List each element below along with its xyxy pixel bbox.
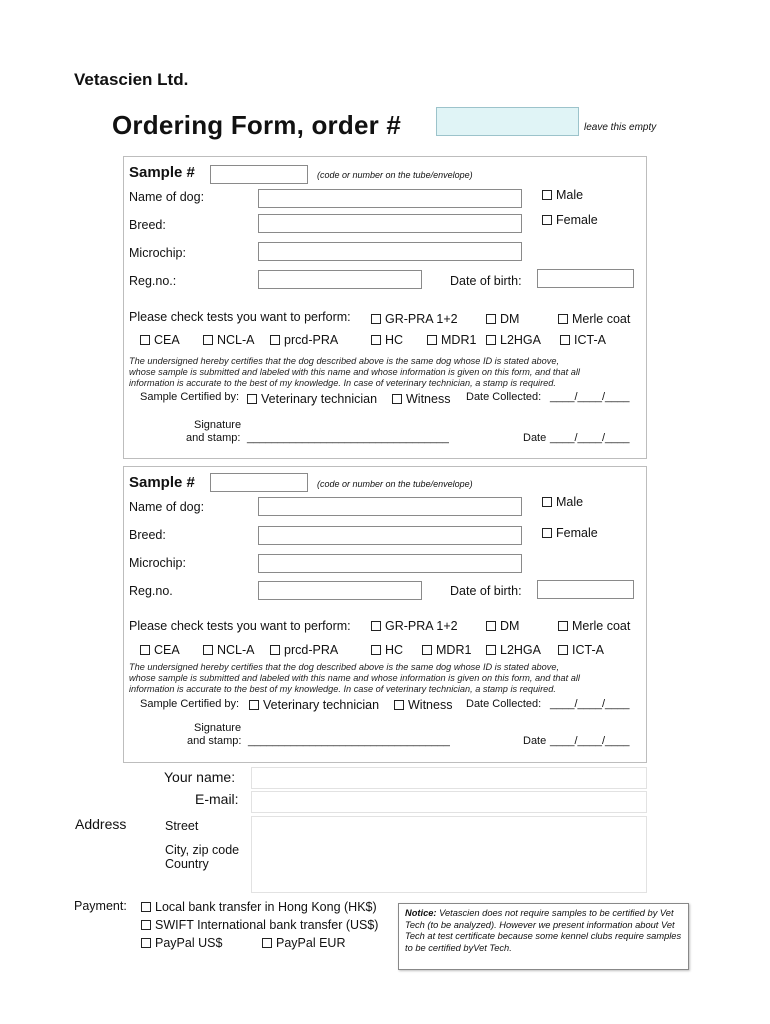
street-label: Street: [165, 819, 199, 833]
payment-swift-option[interactable]: SWIFT International bank transfer (US$): [141, 918, 378, 932]
checkbox[interactable]: [422, 645, 432, 655]
payment-label: Payment:: [74, 899, 127, 913]
checkbox[interactable]: [141, 920, 151, 930]
date-collected-blank[interactable]: ____/____/____: [550, 391, 630, 403]
male-checkbox[interactable]: [542, 497, 552, 507]
test-hc[interactable]: HC: [371, 333, 403, 347]
female-option[interactable]: [542, 213, 598, 227]
checkbox[interactable]: [141, 938, 151, 948]
checkbox[interactable]: [203, 645, 213, 655]
female-option[interactable]: [542, 526, 598, 540]
date-blank[interactable]: ____/____/____: [550, 432, 630, 444]
regno-input[interactable]: [258, 581, 422, 600]
checkbox[interactable]: [249, 700, 259, 710]
breed-label: Breed:: [129, 528, 166, 542]
witness-option[interactable]: Witness: [392, 392, 450, 406]
female-label: Female: [556, 213, 598, 227]
notice-text: Vetascien does not require samples to be certified by Vet Tech (to be analyzed). However we present information about Vet Tech at test certificate because some kennel clubs require samples to be certified byVet Tech.: [405, 908, 682, 953]
your-name-input[interactable]: [251, 767, 647, 789]
checkbox[interactable]: [270, 645, 280, 655]
payment-hk-option[interactable]: Local bank transfer in Hong Kong (HK$): [141, 900, 377, 914]
checkbox[interactable]: [392, 394, 402, 404]
date-blank[interactable]: ____/____/____: [550, 735, 630, 747]
microchip-input[interactable]: [258, 554, 522, 573]
city-zip-label: City, zip code: [165, 843, 240, 857]
checkbox[interactable]: [486, 645, 496, 655]
breed-input[interactable]: [258, 214, 522, 233]
checkbox[interactable]: [558, 645, 568, 655]
dob-input[interactable]: [537, 269, 634, 288]
test-prcd[interactable]: prcd-PRA: [270, 643, 338, 657]
sample-label: Sample #: [129, 164, 195, 181]
test-mdr1[interactable]: MDR1: [422, 643, 471, 657]
checkbox[interactable]: [371, 335, 381, 345]
regno-input[interactable]: [258, 270, 422, 289]
test-ict-a[interactable]: ICT-A: [560, 333, 606, 347]
checkbox[interactable]: [262, 938, 272, 948]
male-checkbox[interactable]: [542, 190, 552, 200]
page-title: Ordering Form, order #: [112, 110, 402, 140]
male-option[interactable]: [542, 495, 583, 509]
test-prcd[interactable]: prcd-PRA: [270, 333, 338, 347]
test-dm[interactable]: DM: [486, 312, 519, 326]
checkbox[interactable]: [270, 335, 280, 345]
and-stamp-label: and stamp:: [186, 432, 241, 444]
checkbox[interactable]: [140, 335, 150, 345]
test-cea[interactable]: CEA: [140, 333, 180, 347]
name-of-dog-label: Name of dog:: [129, 500, 205, 514]
notice-box: [398, 903, 689, 970]
and-stamp-label: and stamp:: [187, 735, 242, 747]
male-label: Male: [556, 188, 584, 202]
certified-by-label: Sample Certified by:: [140, 391, 240, 403]
female-label: Female: [556, 526, 598, 540]
regno-label: Reg.no.:: [129, 274, 177, 288]
sample-label: Sample #: [129, 474, 195, 491]
date-collected-blank[interactable]: ____/____/____: [550, 698, 630, 710]
dob-label: Date of birth:: [450, 274, 522, 288]
female-checkbox[interactable]: [542, 215, 552, 225]
order-number-hint: leave this empty: [584, 122, 657, 133]
checkbox[interactable]: [558, 314, 568, 324]
email-input[interactable]: [251, 791, 647, 813]
sample-number-input[interactable]: [210, 165, 308, 184]
date-label: Date: [523, 432, 547, 444]
test-hc[interactable]: HC: [371, 643, 403, 657]
checkbox[interactable]: [247, 394, 257, 404]
name-of-dog-label: Name of dog:: [129, 190, 205, 204]
checkbox[interactable]: [371, 645, 381, 655]
test-ict-a[interactable]: ICT-A: [558, 643, 604, 657]
vet-tech-option[interactable]: Veterinary technician: [247, 392, 377, 406]
female-checkbox[interactable]: [542, 528, 552, 538]
certification-text: The undersigned hereby certifies that the dog described above is the same dog whose ID is stated above, whose sample is submitted and labeled with this name and whose information is given on this form, and that all information is accurate to the best of my knowledge. In case of veterinary technician, a stamp is required.: [129, 662, 580, 694]
order-number-input[interactable]: [436, 107, 579, 136]
sample-code-hint: (code or number on the tube/envelope): [317, 170, 473, 180]
witness-option[interactable]: Witness: [394, 698, 452, 712]
date-collected-label: Date Collected:: [466, 391, 542, 403]
checkbox[interactable]: [427, 335, 437, 345]
date-label: Date: [523, 735, 547, 747]
test-gr-pra[interactable]: GR-PRA 1+2: [371, 312, 458, 326]
tests-prompt: Please check tests you want to perform:: [129, 310, 351, 324]
signature-line[interactable]: _________________________________: [247, 432, 449, 444]
checkbox[interactable]: [560, 335, 570, 345]
email-label: E-mail:: [195, 791, 239, 807]
sample-number-input[interactable]: [210, 473, 308, 492]
checkbox[interactable]: [486, 314, 496, 324]
tests-prompt: Please check tests you want to perform:: [129, 619, 351, 633]
microchip-label: Microchip:: [129, 556, 186, 570]
test-gr-pra[interactable]: GR-PRA 1+2: [371, 619, 458, 633]
name-of-dog-input[interactable]: [258, 189, 522, 208]
notice-heading: Notice:: [405, 908, 437, 918]
checkbox[interactable]: [141, 902, 151, 912]
test-l2hga[interactable]: L2HGA: [486, 333, 541, 347]
checkbox[interactable]: [140, 645, 150, 655]
signature-label: Signature: [194, 722, 242, 734]
your-name-label: Your name:: [164, 769, 236, 785]
male-option[interactable]: [542, 188, 583, 202]
address-label: Address: [75, 816, 127, 832]
date-collected-label: Date Collected:: [466, 698, 542, 710]
breed-label: Breed:: [129, 218, 166, 232]
checkbox[interactable]: [486, 335, 496, 345]
certified-by-label: Sample Certified by:: [140, 698, 240, 710]
dob-label: Date of birth:: [450, 584, 522, 598]
signature-line[interactable]: _________________________________: [248, 735, 450, 747]
name-of-dog-input[interactable]: [258, 497, 522, 516]
checkbox[interactable]: [203, 335, 213, 345]
test-mdr1[interactable]: MDR1: [427, 333, 476, 347]
checkbox[interactable]: [371, 314, 381, 324]
test-l2hga[interactable]: L2HGA: [486, 643, 541, 657]
payment-paypal-usd-option[interactable]: PayPal US$: [141, 936, 222, 950]
test-merle[interactable]: Merle coat: [558, 619, 630, 633]
test-ncl-a[interactable]: NCL-A: [203, 333, 255, 347]
breed-input[interactable]: [258, 526, 522, 545]
checkbox[interactable]: [394, 700, 404, 710]
address-input[interactable]: [251, 816, 647, 893]
checkbox[interactable]: [371, 621, 381, 631]
company-name: Vetascien Ltd.: [74, 70, 189, 89]
test-merle[interactable]: Merle coat: [558, 312, 630, 326]
sample-code-hint: (code or number on the tube/envelope): [317, 479, 473, 489]
microchip-input[interactable]: [258, 242, 522, 261]
checkbox[interactable]: [486, 621, 496, 631]
payment-paypal-eur-option[interactable]: PayPal EUR: [262, 936, 345, 950]
certification-text: The undersigned hereby certifies that the dog described above is the same dog whose ID is stated above, whose sample is submitted and labeled with this name and whose information is given on this form, and that all information is accurate to the best of my knowledge. In case of veterinary technician, a stamp is required.: [129, 356, 580, 388]
test-ncl-a[interactable]: NCL-A: [203, 643, 255, 657]
regno-label: Reg.no.: [129, 584, 173, 598]
dob-input[interactable]: [537, 580, 634, 599]
test-cea[interactable]: CEA: [140, 643, 180, 657]
test-dm[interactable]: DM: [486, 619, 519, 633]
vet-tech-option[interactable]: Veterinary technician: [249, 698, 379, 712]
male-label: Male: [556, 495, 584, 509]
country-label: Country: [165, 857, 209, 871]
microchip-label: Microchip:: [129, 246, 186, 260]
checkbox[interactable]: [558, 621, 568, 631]
signature-label: Signature: [194, 419, 242, 431]
